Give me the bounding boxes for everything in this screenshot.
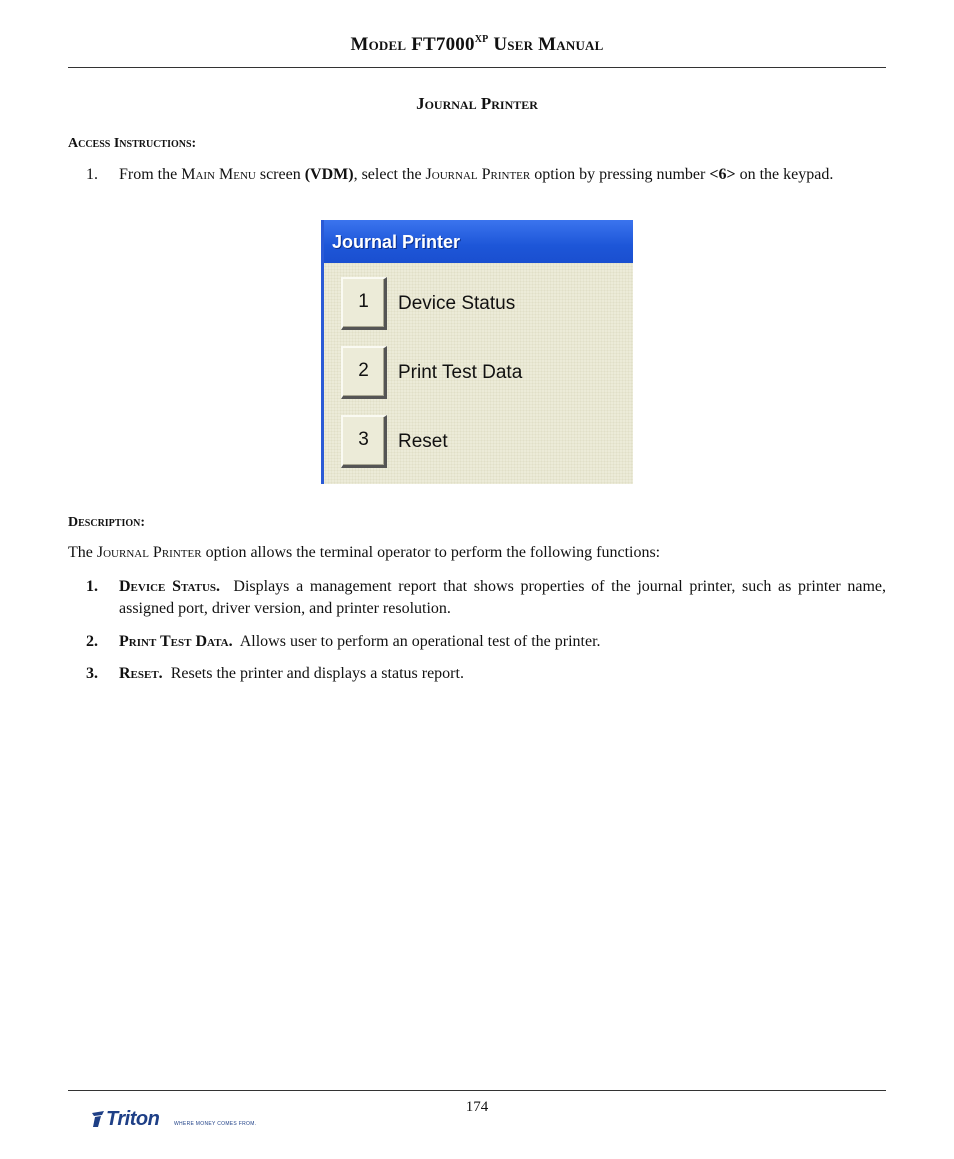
option-label-device-status: Device Status [398, 293, 516, 314]
item-text: Allows user to perform an operational test of the printer. [239, 633, 601, 650]
header-manual-label: User Manual [493, 34, 604, 55]
logo-wordmark: Triton [106, 1108, 160, 1130]
header-model-label: Model [350, 34, 407, 55]
key-term: <6> [709, 166, 736, 183]
journal-printer-term: Journal Printer [96, 544, 202, 561]
item-name: Device Status. [119, 578, 221, 595]
access-step-text: From the Main Menu screen (VDM), select the Journal Printer option by pressing number <6> on the keypad. [119, 166, 834, 183]
description-heading: Description: [68, 515, 146, 530]
header-model-number: FT7000 [411, 34, 475, 55]
header-rule [68, 67, 886, 68]
item-number: 3. [86, 665, 98, 682]
page-number: 174 [465, 1099, 489, 1115]
item-number: 2. [86, 633, 98, 650]
option-key-1[interactable]: 1 [341, 277, 387, 330]
triton-logo [90, 1108, 260, 1132]
header-model-sup: XP [474, 34, 489, 45]
footer-rule [68, 1090, 886, 1091]
screen-titlebar [324, 220, 633, 263]
access-heading: Access Instructions: [68, 136, 197, 151]
step-number: 1. [86, 166, 98, 183]
logo-tagline: WHERE MONEY COMES FROM. [174, 1121, 257, 1127]
triton-mark-icon [90, 1111, 106, 1128]
screen-title: Journal Printer [332, 232, 461, 252]
item-name: Reset. [119, 665, 163, 682]
item-reset [119, 663, 886, 685]
main-menu-term: Main Menu [181, 166, 256, 183]
journal-printer-term: Journal Printer [425, 166, 531, 183]
journal-printer-screen [321, 220, 633, 484]
description-intro: The Journal Printer option allows the terminal operator to perform the following functions: [68, 544, 661, 561]
section-title: Journal Printer [416, 94, 538, 113]
item-name: Print Test Data. [119, 633, 233, 650]
option-key-3[interactable]: 3 [341, 415, 387, 468]
option-label-reset: Reset [398, 431, 448, 452]
item-text: Displays a management report that shows properties of the journal printer, such as printer name, assigned port, driver version, and printer resolution. [119, 578, 887, 617]
item-text: Resets the printer and displays a status report. [170, 665, 464, 682]
vdm-term: (VDM) [304, 166, 354, 183]
item-device-status [119, 576, 886, 620]
running-header [0, 34, 954, 56]
option-label-print-test-data: Print Test Data [398, 362, 523, 383]
item-number: 1. [86, 578, 98, 595]
item-print-test-data [119, 631, 886, 653]
option-key-2[interactable]: 2 [341, 346, 387, 399]
